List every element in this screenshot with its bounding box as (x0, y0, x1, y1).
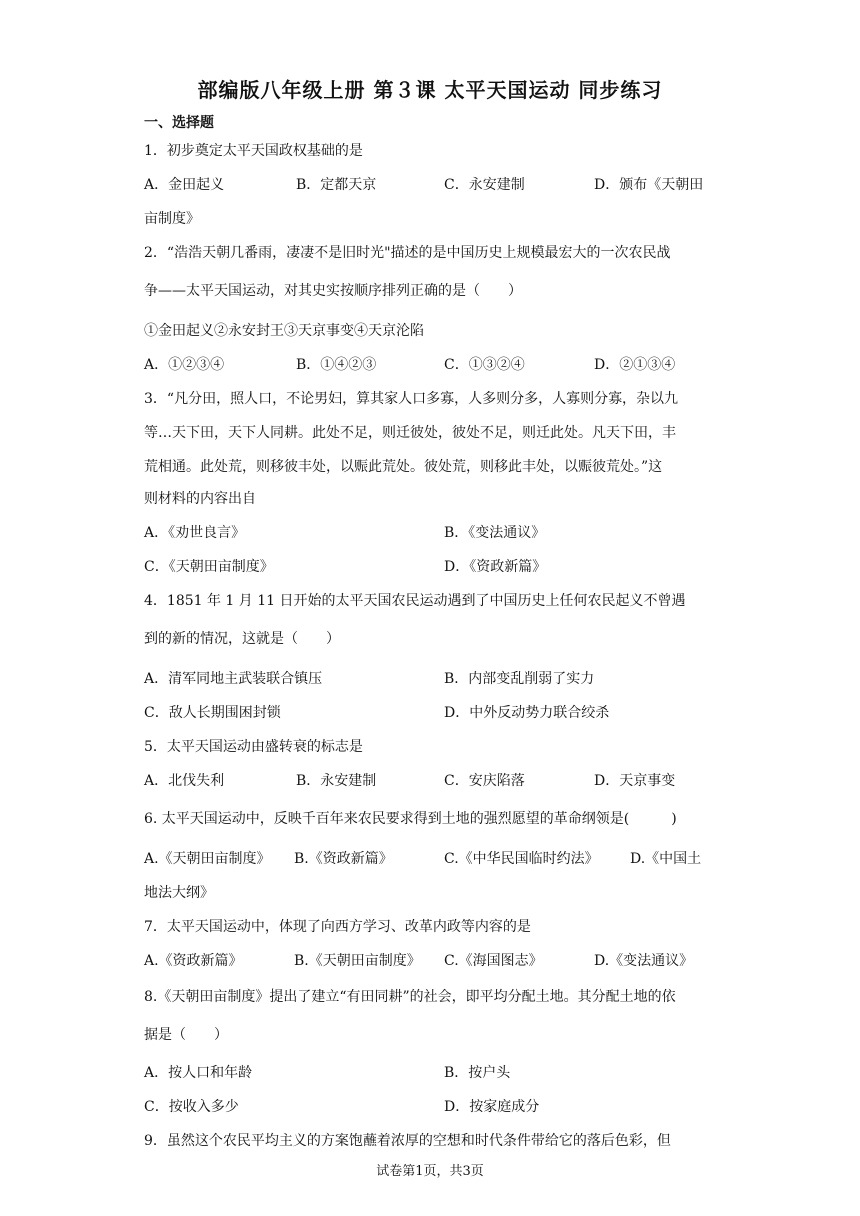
question-5-option-d: D．天京事变 (594, 773, 676, 789)
question-1-option-d-continued: 亩制度》 (144, 211, 200, 227)
question-3-option-d: D．《资政新篇》 (444, 559, 547, 575)
question-6-option-d: D.《中国土 (630, 851, 702, 867)
question-5-option-a: A．北伐失利 (144, 773, 225, 789)
question-4-option-a: A．清军同地主武装联合镇压 (144, 671, 323, 687)
question-3-option-b: B．《变法通议》 (444, 525, 546, 541)
question-2-option-c: C．①③②④ (444, 357, 525, 373)
question-3-stem-line-3: 荒相通。此处荒，则移彼丰处，以赈此荒处。彼处荒，则移此丰处，以赈彼荒处。”这 (144, 459, 663, 475)
question-8-option-b: B．按户头 (444, 1065, 511, 1081)
question-6-option-a: A.《天朝田亩制度》 (144, 851, 271, 867)
question-2-stem-line-2: 争——太平天国运动，对其史实按顺序排列正确的是（ ） (144, 283, 522, 299)
question-6-option-d-continued: 地法大纲》 (144, 885, 214, 901)
question-5-option-b: B．永安建制 (296, 773, 377, 789)
question-3-option-c: C．《天朝田亩制度》 (144, 559, 274, 575)
question-1-option-a: A．金田起义 (144, 177, 225, 193)
question-1-option-b: B．定都天京 (296, 177, 377, 193)
question-2-option-a: A．①②③④ (144, 357, 225, 373)
question-5-option-c: C．安庆陷落 (444, 773, 525, 789)
question-8-stem-line-1: 8.《天朝田亩制度》提出了建立“有田同耕”的社会，即平均分配土地。其分配土地的依 (144, 989, 676, 1005)
question-6-stem: 6. 太平天国运动中，反映千百年来农民要求得到土地的强烈愿望的革命纲领是( ) (144, 811, 677, 827)
question-1-option-c: C．永安建制 (444, 177, 525, 193)
question-4-stem-line-1: 4．1851 年 1 月 11 日开始的太平天国农民运动遇到了中国历史上任何农民起义不曾遇 (144, 593, 686, 609)
question-9-stem-line-1: 9．虽然这个农民平均主义的方案饱蘸着浓厚的空想和时代条件带给它的落后色彩，但 (144, 1133, 671, 1149)
question-3-option-a: A．《劝世良言》 (144, 525, 246, 541)
question-8-option-c: C．按收入多少 (144, 1099, 239, 1115)
question-7-option-d: D.《变法通议》 (594, 953, 694, 969)
question-7-option-a: A.《资政新篇》 (144, 953, 243, 969)
question-2-items: ①金田起义②永安封王③天京事变④天京沦陷 (144, 323, 424, 339)
question-3-stem-line-4: 则材料的内容出自 (144, 491, 256, 507)
question-1-option-d: D．颁布《天朝田 (594, 177, 704, 193)
question-5-stem: 5．太平天国运动由盛转衰的标志是 (144, 739, 363, 755)
question-3-stem-line-1: 3．“凡分田，照人口，不论男妇，算其家人口多寡，人多则分多，人寡则分寡，杂以九 (144, 391, 679, 407)
question-1-stem: 1．初步奠定太平天国政权基础的是 (144, 143, 363, 159)
question-3-stem-line-2: 等…天下田，天下人同耕。此处不足，则迁彼处，彼处不足，则迁此处。凡天下田，丰 (144, 425, 676, 441)
question-6-option-c: C.《中华民国临时约法》 (444, 851, 599, 867)
question-8-option-d: D．按家庭成分 (444, 1099, 540, 1115)
page-footer: 试卷第1页，共3页 (376, 1164, 484, 1179)
question-2-stem-line-1: 2．“浩浩天朝几番雨，凄凄不是旧时光"描述的是中国历史上规模最宏大的一次农民战 (144, 245, 671, 261)
question-2-option-d: D．②①③④ (594, 357, 676, 373)
question-4-option-c: C．敌人长期围困封锁 (144, 705, 281, 721)
question-6-option-b: B.《资政新篇》 (294, 851, 393, 867)
question-4-option-b: B．内部变乱削弱了实力 (444, 671, 595, 687)
question-4-option-d: D．中外反动势力联合绞杀 (444, 705, 610, 721)
question-8-option-a: A．按人口和年龄 (144, 1065, 253, 1081)
question-8-stem-line-2: 据是（ ） (144, 1027, 228, 1043)
section-heading: 一、选择题 (144, 115, 214, 131)
question-2-option-b: B．①④②③ (296, 357, 377, 373)
question-4-stem-line-2: 到的新的情况，这就是（ ） (144, 631, 340, 647)
question-7-stem: 7．太平天国运动中，体现了向西方学习、改革内政等内容的是 (144, 919, 531, 935)
question-7-option-b: B.《天朝田亩制度》 (294, 953, 421, 969)
question-7-option-c: C.《海国图志》 (444, 953, 543, 969)
page-title: 部编版八年级上册 第３课 太平天国运动 同步练习 (197, 78, 663, 102)
